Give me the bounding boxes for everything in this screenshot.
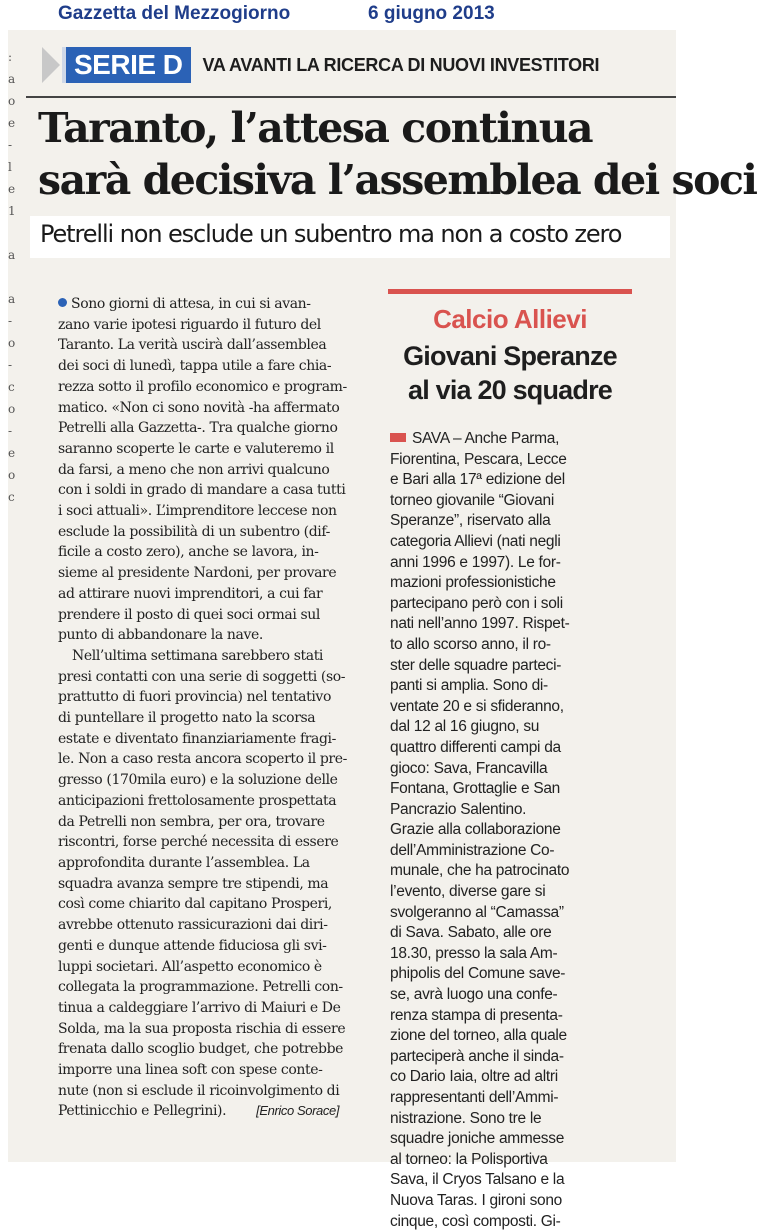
sidebar-line: partecipano però con i soli [390,594,563,612]
subheadline [30,216,670,258]
sidebar-line: zione del torneo, alla quale [390,1027,567,1045]
edge-fragment: o [8,94,16,108]
sidebar-line: Sava, il Cryos Talsano e la [390,1171,565,1189]
sidebar-line: di Sava. Sabato, alle ore [390,924,552,942]
sidebar-line: categoria Allievi (nati negli [390,532,561,550]
section-kicker [62,46,599,84]
sidebar-line: Fontana, Grottaglie e San [390,780,561,798]
sidebar-line: torneo giovanile “Giovani [390,491,554,509]
sidebar-line: ster delle squadre parteci- [390,656,562,674]
edge-fragment: o [8,336,16,350]
left-edge-fragments [8,46,24,606]
article-line: anticipazioni frettolosamente prospettata [58,792,337,809]
article-paragraph [58,646,368,1122]
sidebar-line: Speranze”, riservato alla [390,512,551,530]
article-line: ficile a costo zero), anche se lavora, in- [58,544,319,561]
edge-fragment: 1 [8,204,16,218]
edge-fragment: e [8,446,16,460]
edge-fragment: e [8,116,16,130]
edge-fragment: a [8,292,16,306]
sidebar-line: to allo scorso anno, il ro- [390,635,551,653]
edge-fragment: - [8,314,13,328]
article-line: collegata la programmazione. Petrelli con- [58,979,343,996]
article-line: con i soldi in grado di mandare a casa tutti [58,482,346,499]
article-line: estate e diventato finanziariamente fragi- [58,730,336,747]
sidebar-line: panti si amplia. Sono di- [390,677,548,695]
byline: [Enrico Sorace] [256,1103,340,1119]
article-line: sieme al presidente Nardoni, per provare [58,565,337,582]
publication-name: Gazzetta del Mezzogiorno [58,3,291,24]
edge-fragment: o [8,402,16,416]
edge-fragment: - [8,358,13,372]
sidebar-body [390,429,632,1232]
bullet-dot-icon [58,298,67,307]
edge-fragment: : [8,50,13,64]
article-line: punto di abbandonare la nave. [58,627,263,644]
edge-fragment [8,222,24,244]
article-line: i soci attuali». L’imprenditore leccese non [58,503,337,520]
article-line: frenata dallo scoglio budget, che potrebbe [58,1041,344,1058]
article-line: Nell’ultima settimana sarebbero stati [72,647,323,664]
newspaper-clipping [8,30,757,1230]
edge-fragment: - [8,138,13,152]
sidebar-line: dell’Amministrazione Co- [390,841,555,859]
article-line: squadra avanza sempre tre stipendi, ma [58,875,329,892]
sidebar-line: ventate 20 e si sfideranno, [390,697,564,715]
kicker-text: VA AVANTI LA RICERCA DI NUOVI INVESTITORI [202,54,600,75]
sidebar-line: mazioni professionistiche [390,574,556,592]
edge-fragment: - [8,424,13,438]
article-line: da Petrelli non sembra, per ora, trovare [58,813,325,830]
sidebar-line: parteciperà anche il sinda- [390,1047,564,1065]
article-line: approfondita durante l’assemblea. La [58,854,310,871]
article-line: genti e dunque attende fiduciosa gli svi- [58,937,327,954]
sidebar-square-marker-icon [390,433,406,442]
sidebar-line: Pancrazio Salentino. [390,800,527,818]
sidebar-line: nati nell’anno 1997. Rispet- [390,615,570,633]
kicker-rule [26,96,676,98]
headline [38,102,757,206]
article-line: tinua a caldeggiare l’arrivo di Maiuri e De [58,999,341,1016]
article-line: luppi societari. All’aspetto economico è [58,958,322,975]
section-badge: SERIE D [62,47,191,83]
sidebar-headline [388,339,632,407]
article-line: nute (non si esclude il ricoinvolgimento di [58,1082,340,1099]
edge-fragment: l [8,160,12,174]
article-line: così come chiarito dal capitano Prosperi, [58,896,332,913]
sidebar-line: nistrazione. Sono tre le [390,1109,542,1127]
sidebar-article [388,289,632,1230]
article-line: rezza sotto il profilo economico e program- [58,378,347,395]
sidebar-line: svolgeranno al “Camassa” [390,903,564,921]
article-line: saranno scoperte le carte e valuteremo il [58,440,334,457]
sidebar-headline-line-2: al via 20 squadre [407,375,613,405]
article-line: prattutto di fuori provincia) nel tentativo [58,689,331,706]
edge-fragment: a [8,248,16,262]
edge-fragment: c [8,380,15,394]
article-line: imporre una linea soft con spese conte- [58,1062,323,1079]
sidebar-line: squadre joniche ammesse [390,1130,565,1148]
article-line: riscontri, forse perché necessita di essere [58,834,339,851]
sidebar-line: munale, che ha patrocinato [390,862,570,880]
article-line: dei soci di lunedì, tappa utile a fare chia- [58,358,332,375]
article-line: presi contatti con una serie di soggetti (so- [58,668,346,685]
sidebar-line: Grazie alla collaborazione [390,821,561,839]
sidebar-line: al torneo: la Polisportiva [390,1150,548,1168]
article-line: le. Non a caso resta ancora scoperto il pre- [58,751,347,768]
article-line: Pettinicchio e Pellegrini). [Enrico Sorace] [58,1103,340,1120]
sidebar-line: Nuova Taras. I gironi sono [390,1191,562,1209]
sidebar-line: cinque, così composti. Gi- [390,1212,561,1230]
sidebar-line: anni 1996 e 1997). Le for- [390,553,561,571]
page-header [0,0,737,30]
publication-date: 6 giugno 2013 [368,3,495,24]
article-line: Solda, ma la sua proposta rischia di essere [58,1020,346,1037]
sidebar-line: l’evento, diverse gare si [390,883,546,901]
sidebar-line: renza stampa di presenta- [390,1006,563,1024]
edge-fragment: c [8,490,15,504]
sidebar-line: quattro differenti campi da [390,738,561,756]
article-line: esclude la possibilità di un subentro (dif- [58,523,330,540]
sidebar-line: gioco: Sava, Francavilla [390,759,548,777]
article-line: Petrelli alla Gazzetta-. Tra qualche giorno [58,420,338,437]
edge-fragment: e [8,182,16,196]
edge-fragment: a [8,72,16,86]
article-line: prendere il posto di quei soci ormai sul [58,606,320,623]
subheadline-text: Petrelli non esclude un subentro ma non a costo zero [40,220,622,248]
article-line: Taranto. La verità uscirà dall’assemblea [58,337,327,354]
sidebar-line: se, avrà luogo una confe- [390,986,558,1004]
headline-line-1: Taranto, l’attesa continua [38,104,593,152]
article-paragraph [58,294,368,646]
article-body [58,294,368,1122]
article-line: matico. «Non ci sono novità -ha affermato [58,399,340,416]
edge-fragment: o [8,468,16,482]
headline-line-2: sarà decisiva l’assemblea dei soci [38,156,757,204]
sidebar-line: Fiorentina, Pescara, Lecce [390,450,567,468]
sidebar-line: e Bari alla 17ª edizione del [390,471,565,489]
article-line: gresso (170mila euro) e la soluzione delle [58,772,338,789]
sidebar-line: 18.30, presso la sala Am- [390,944,558,962]
article-line: da farsi, a meno che non arrivi qualcuno [58,461,330,478]
article-line: Sono giorni di attesa, in cui si avan- [58,294,368,315]
edge-fragment [8,266,24,288]
sidebar-headline-line-1: Giovani Speranze [403,341,617,371]
article-line: di puntellare il progetto nato la scorsa [58,710,316,727]
sidebar-line: SAVA – Anche Parma, [390,429,632,450]
sidebar-line: dal 12 al 16 giugno, su [390,718,540,736]
article-line: zano varie ipotesi riguardo il futuro del [58,316,321,333]
article-line: ad attirare nuovi imprenditori, a cui far [58,585,323,602]
sidebar-title: Calcio Allievi [433,304,587,334]
sidebar-line: phipolis del Comune save- [390,965,566,983]
sidebar-line: co Dario Iaia, oltre ad altri [390,1068,558,1086]
sidebar-line: rappresentanti dell’Ammi- [390,1089,559,1106]
article-line: avrebbe ottenuto rassicurazioni dai diri- [58,917,328,934]
